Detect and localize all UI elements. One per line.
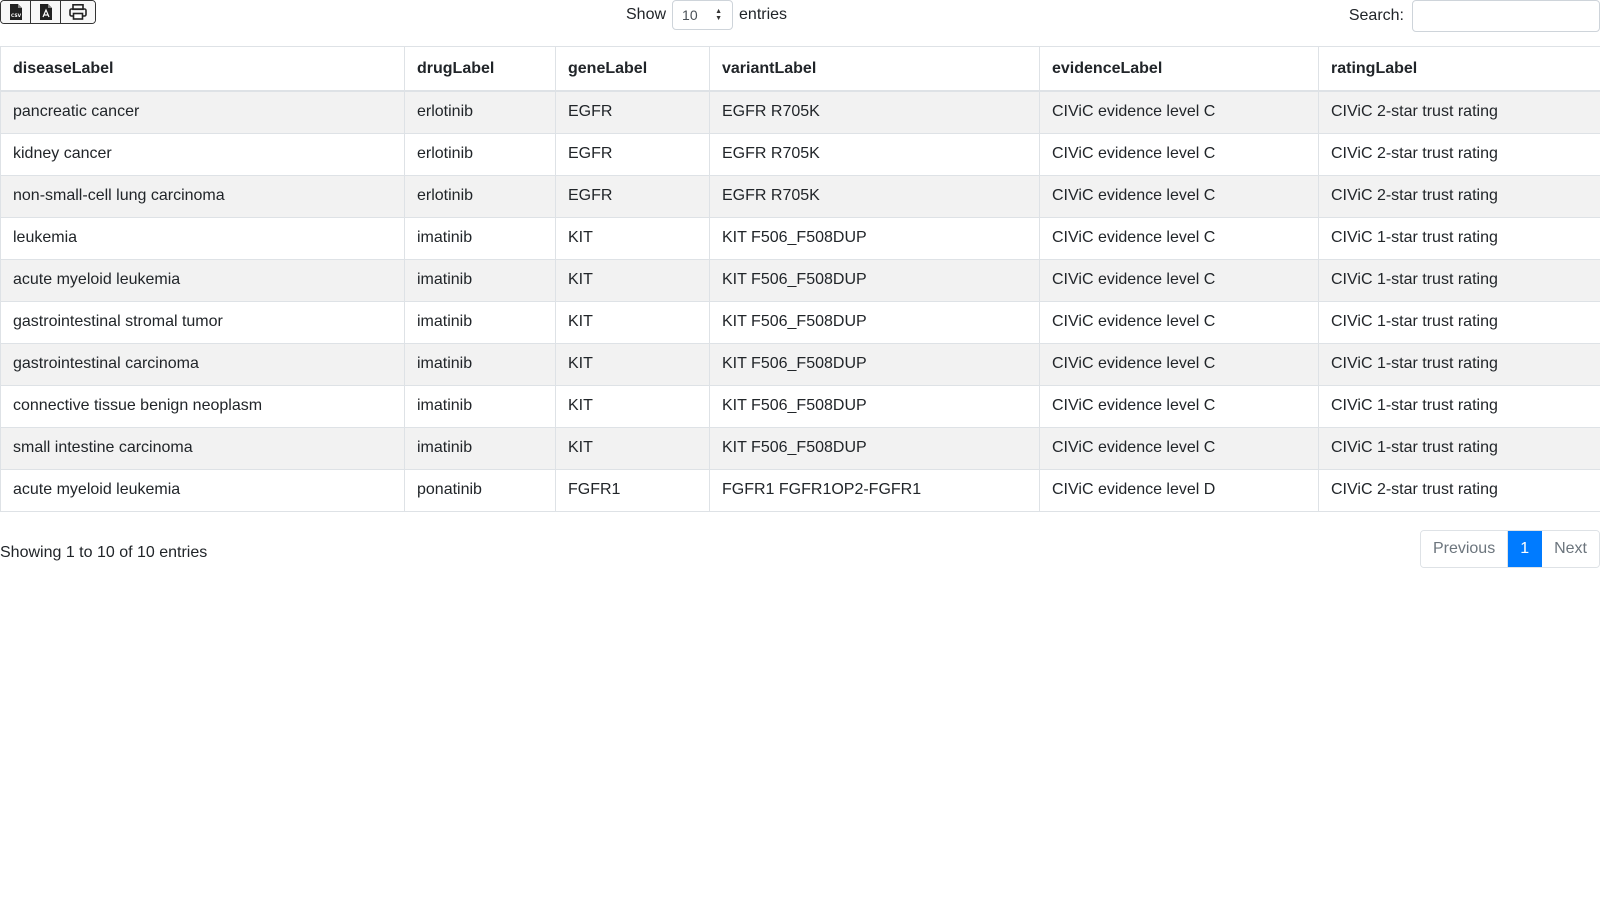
cell-gene: EGFR — [556, 91, 710, 133]
table-row — [1, 217, 1600, 259]
previous-page-button[interactable]: Previous — [1421, 531, 1508, 567]
cell-gene: KIT — [556, 301, 710, 343]
cell-rating: CIViC 2-star trust rating — [1319, 91, 1600, 133]
cell-drug: erlotinib — [405, 91, 556, 133]
column-header-disease[interactable]: diseaseLabel — [1, 47, 405, 92]
cell-rating: CIViC 1-star trust rating — [1319, 259, 1600, 301]
cell-drug: erlotinib — [405, 175, 556, 217]
column-header-drug[interactable]: drugLabel — [405, 47, 556, 92]
cell-evidence: CIViC evidence level C — [1040, 427, 1319, 469]
cell-gene: EGFR — [556, 133, 710, 175]
column-header-evidence[interactable]: evidenceLabel — [1040, 47, 1319, 92]
cell-disease: kidney cancer — [1, 133, 405, 175]
cell-evidence: CIViC evidence level C — [1040, 301, 1319, 343]
table-row — [1, 301, 1600, 343]
svg-text:CSV: CSV — [10, 14, 21, 19]
printer-icon — [69, 4, 87, 20]
cell-drug: erlotinib — [405, 133, 556, 175]
column-header-gene[interactable]: geneLabel — [556, 47, 710, 92]
cell-gene: KIT — [556, 343, 710, 385]
column-header-variant[interactable]: variantLabel — [710, 47, 1040, 92]
cell-gene: EGFR — [556, 175, 710, 217]
cell-drug: imatinib — [405, 217, 556, 259]
search-input[interactable] — [1412, 0, 1600, 32]
cell-disease: pancreatic cancer — [1, 91, 405, 133]
cell-drug: imatinib — [405, 427, 556, 469]
cell-variant: FGFR1 FGFR1OP2-FGFR1 — [710, 469, 1040, 511]
table-row — [1, 133, 1600, 175]
search-control — [1349, 0, 1600, 32]
table-header-row — [1, 47, 1600, 92]
export-pdf-button[interactable] — [31, 1, 61, 23]
table-row — [1, 259, 1600, 301]
cell-disease: gastrointestinal stromal tumor — [1, 301, 405, 343]
cell-disease: leukemia — [1, 217, 405, 259]
cell-gene: FGFR1 — [556, 469, 710, 511]
page-1-button[interactable]: 1 — [1508, 531, 1542, 567]
cell-rating: CIViC 2-star trust rating — [1319, 133, 1600, 175]
cell-variant: KIT F506_F508DUP — [710, 301, 1040, 343]
pagination — [1420, 530, 1600, 568]
cell-disease: gastrointestinal carcinoma — [1, 343, 405, 385]
results-table — [0, 46, 1600, 512]
cell-disease: small intestine carcinoma — [1, 427, 405, 469]
table-toolbar — [0, 0, 1600, 45]
cell-drug: imatinib — [405, 385, 556, 427]
table-row — [1, 427, 1600, 469]
cell-rating: CIViC 1-star trust rating — [1319, 385, 1600, 427]
search-label: Search: — [1348, 7, 1404, 24]
table-footer — [0, 530, 1600, 570]
next-page-button[interactable]: Next — [1542, 531, 1599, 567]
table-row — [1, 91, 1600, 133]
cell-gene: KIT — [556, 427, 710, 469]
table-row — [1, 385, 1600, 427]
export-button-group — [0, 0, 96, 24]
cell-rating: CIViC 2-star trust rating — [1319, 175, 1600, 217]
cell-variant: KIT F506_F508DUP — [710, 217, 1040, 259]
cell-variant: EGFR R705K — [710, 91, 1040, 133]
cell-drug: imatinib — [405, 343, 556, 385]
cell-rating: CIViC 1-star trust rating — [1319, 301, 1600, 343]
cell-rating: CIViC 2-star trust rating — [1319, 469, 1600, 511]
cell-variant: KIT F506_F508DUP — [710, 427, 1040, 469]
cell-rating: CIViC 1-star trust rating — [1319, 343, 1600, 385]
cell-disease: non-small-cell lung carcinoma — [1, 175, 405, 217]
cell-variant: KIT F506_F508DUP — [710, 385, 1040, 427]
cell-rating: CIViC 1-star trust rating — [1319, 427, 1600, 469]
cell-gene: KIT — [556, 385, 710, 427]
page-length-control — [626, 0, 787, 30]
cell-variant: EGFR R705K — [710, 175, 1040, 217]
cell-drug: ponatinib — [405, 469, 556, 511]
page-length-select[interactable] — [672, 0, 733, 30]
cell-disease: acute myeloid leukemia — [1, 259, 405, 301]
cell-gene: KIT — [556, 259, 710, 301]
cell-disease: connective tissue benign neoplasm — [1, 385, 405, 427]
cell-variant: EGFR R705K — [710, 133, 1040, 175]
print-button[interactable] — [61, 1, 95, 23]
csv-file-icon — [9, 4, 23, 20]
cell-disease: acute myeloid leukemia — [1, 469, 405, 511]
cell-drug: imatinib — [405, 301, 556, 343]
cell-evidence: CIViC evidence level C — [1040, 259, 1319, 301]
entries-label: entries — [739, 6, 788, 23]
cell-rating: CIViC 1-star trust rating — [1319, 217, 1600, 259]
cell-drug: imatinib — [405, 259, 556, 301]
cell-evidence: CIViC evidence level C — [1040, 385, 1319, 427]
table-row — [1, 343, 1600, 385]
table-row — [1, 175, 1600, 217]
select-arrows-icon: ▲ ▼ — [715, 8, 723, 22]
cell-evidence: CIViC evidence level C — [1040, 343, 1319, 385]
column-header-rating[interactable]: ratingLabel — [1319, 47, 1600, 92]
cell-variant: KIT F506_F508DUP — [710, 343, 1040, 385]
cell-evidence: CIViC evidence level C — [1040, 91, 1319, 133]
cell-evidence: CIViC evidence level C — [1040, 175, 1319, 217]
cell-evidence: CIViC evidence level C — [1040, 217, 1319, 259]
table-info: Showing 1 to 10 of 10 entries — [0, 544, 208, 561]
cell-gene: KIT — [556, 217, 710, 259]
cell-evidence: CIViC evidence level D — [1040, 469, 1319, 511]
cell-variant: KIT F506_F508DUP — [710, 259, 1040, 301]
show-label: Show — [626, 6, 667, 23]
export-csv-button[interactable] — [1, 1, 31, 23]
pdf-file-icon — [39, 4, 53, 20]
cell-evidence: CIViC evidence level C — [1040, 133, 1319, 175]
table-row — [1, 469, 1600, 511]
page-length-value: 10 — [682, 7, 698, 23]
